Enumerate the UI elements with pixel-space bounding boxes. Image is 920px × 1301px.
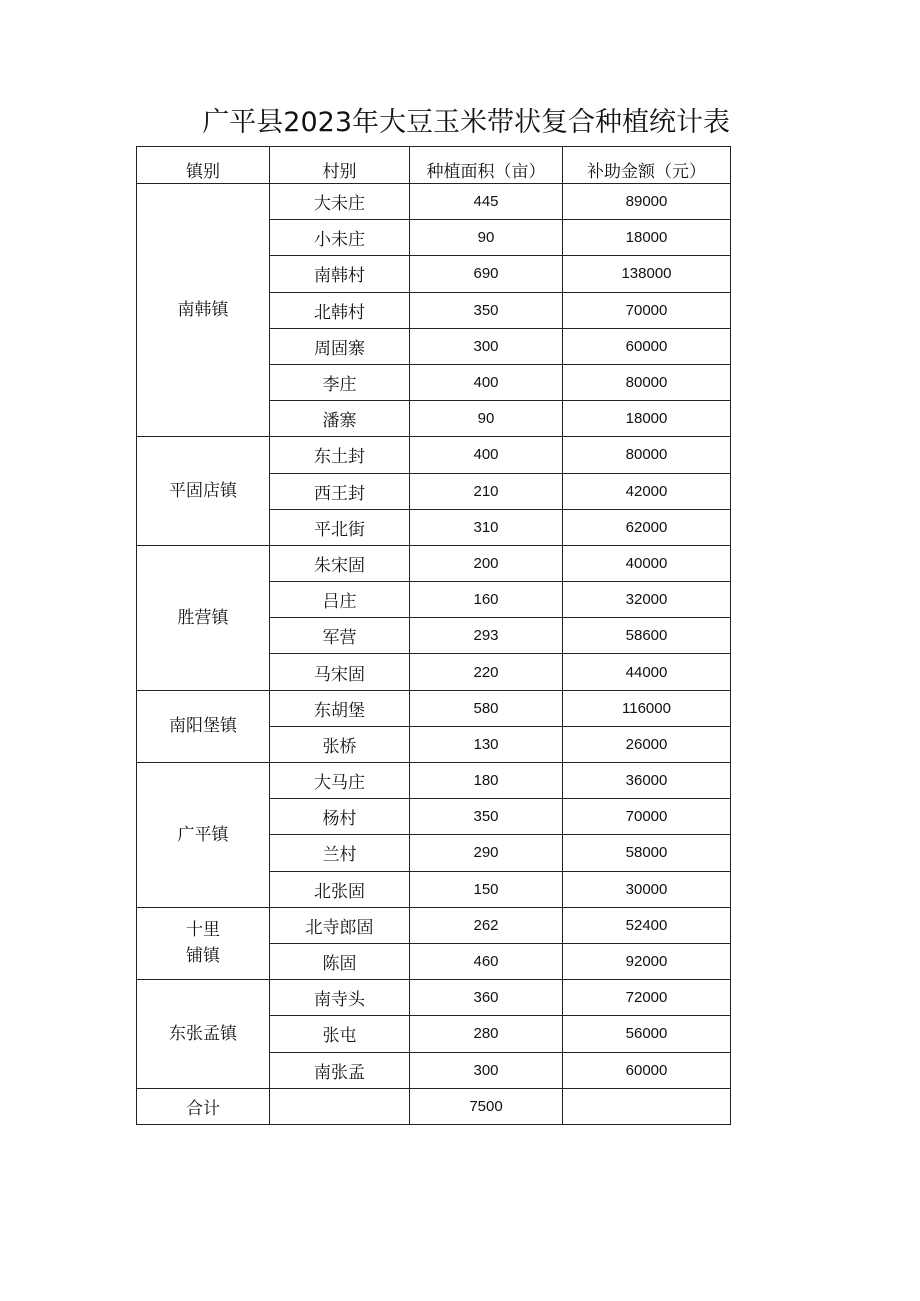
header-town: 镇别	[137, 147, 270, 184]
area-cell: 360	[410, 980, 563, 1016]
town-cell: 南韩镇	[137, 184, 270, 437]
total-village	[270, 1088, 410, 1124]
subsidy-cell: 58600	[563, 618, 731, 654]
header-area: 种植面积（亩）	[410, 147, 563, 184]
village-cell: 北张固	[270, 871, 410, 907]
area-cell: 290	[410, 835, 563, 871]
village-cell: 南韩村	[270, 256, 410, 292]
area-cell: 130	[410, 726, 563, 762]
table-row	[137, 184, 731, 220]
subsidy-cell: 80000	[563, 364, 731, 400]
table-row	[137, 690, 731, 726]
total-row	[137, 1088, 731, 1124]
town-cell	[137, 907, 270, 979]
village-cell: 潘寨	[270, 401, 410, 437]
subsidy-cell: 60000	[563, 1052, 731, 1088]
village-cell: 北寺郎固	[270, 907, 410, 943]
subsidy-cell: 52400	[563, 907, 731, 943]
town-cell: 胜营镇	[137, 545, 270, 690]
area-cell: 90	[410, 220, 563, 256]
subsidy-cell: 56000	[563, 1016, 731, 1052]
village-cell: 南寺头	[270, 980, 410, 1016]
town-cell: 广平镇	[137, 763, 270, 908]
area-cell: 180	[410, 763, 563, 799]
area-cell: 300	[410, 1052, 563, 1088]
town-cell-line: 十里	[186, 920, 220, 941]
village-cell: 西王封	[270, 473, 410, 509]
subsidy-cell: 70000	[563, 799, 731, 835]
village-cell: 杨村	[270, 799, 410, 835]
area-cell: 150	[410, 871, 563, 907]
header-subsidy: 补助金额（元）	[563, 147, 731, 184]
town-cell-line: 铺镇	[186, 946, 220, 967]
table-row	[137, 763, 731, 799]
village-cell: 东胡堡	[270, 690, 410, 726]
header-row	[137, 147, 731, 184]
area-cell: 400	[410, 437, 563, 473]
village-cell: 大未庄	[270, 184, 410, 220]
area-cell: 160	[410, 582, 563, 618]
area-cell: 90	[410, 401, 563, 437]
total-area: 7500	[410, 1088, 563, 1124]
area-cell: 445	[410, 184, 563, 220]
total-label: 合计	[137, 1088, 270, 1124]
subsidy-cell: 138000	[563, 256, 731, 292]
village-cell: 朱宋固	[270, 545, 410, 581]
village-cell: 张屯	[270, 1016, 410, 1052]
village-cell: 周固寨	[270, 328, 410, 364]
village-cell: 马宋固	[270, 654, 410, 690]
subsidy-cell: 58000	[563, 835, 731, 871]
village-cell: 北韩村	[270, 292, 410, 328]
subsidy-cell: 40000	[563, 545, 731, 581]
area-cell: 262	[410, 907, 563, 943]
subsidy-cell: 26000	[563, 726, 731, 762]
subsidy-cell: 72000	[563, 980, 731, 1016]
village-cell: 张桥	[270, 726, 410, 762]
village-cell: 大马庄	[270, 763, 410, 799]
village-cell: 陈固	[270, 943, 410, 979]
subsidy-cell: 18000	[563, 401, 731, 437]
area-cell: 280	[410, 1016, 563, 1052]
header-village: 村别	[270, 147, 410, 184]
total-subsidy	[563, 1088, 731, 1124]
village-cell: 东土封	[270, 437, 410, 473]
table-row	[137, 437, 731, 473]
table-row	[137, 545, 731, 581]
table-body	[137, 184, 731, 1089]
statistics-table	[136, 146, 731, 1125]
page-title: 广平县2023年大豆玉米带状复合种植统计表	[202, 107, 730, 138]
area-cell: 580	[410, 690, 563, 726]
subsidy-cell: 44000	[563, 654, 731, 690]
subsidy-cell: 30000	[563, 871, 731, 907]
area-cell: 220	[410, 654, 563, 690]
area-cell: 310	[410, 509, 563, 545]
town-cell: 平固店镇	[137, 437, 270, 546]
area-cell: 300	[410, 328, 563, 364]
area-cell: 200	[410, 545, 563, 581]
area-cell: 690	[410, 256, 563, 292]
village-cell: 兰村	[270, 835, 410, 871]
subsidy-cell: 80000	[563, 437, 731, 473]
subsidy-cell: 60000	[563, 328, 731, 364]
area-cell: 210	[410, 473, 563, 509]
area-cell: 400	[410, 364, 563, 400]
town-cell: 南阳堡镇	[137, 690, 270, 762]
subsidy-cell: 116000	[563, 690, 731, 726]
subsidy-cell: 62000	[563, 509, 731, 545]
village-cell: 军营	[270, 618, 410, 654]
village-cell: 吕庄	[270, 582, 410, 618]
subsidy-cell: 36000	[563, 763, 731, 799]
subsidy-cell: 42000	[563, 473, 731, 509]
village-cell: 平北街	[270, 509, 410, 545]
subsidy-cell: 89000	[563, 184, 731, 220]
area-cell: 350	[410, 292, 563, 328]
subsidy-cell: 70000	[563, 292, 731, 328]
subsidy-cell: 18000	[563, 220, 731, 256]
subsidy-cell: 92000	[563, 943, 731, 979]
area-cell: 350	[410, 799, 563, 835]
village-cell: 南张孟	[270, 1052, 410, 1088]
area-cell: 460	[410, 943, 563, 979]
town-cell: 东张孟镇	[137, 980, 270, 1089]
subsidy-cell: 32000	[563, 582, 731, 618]
area-cell: 293	[410, 618, 563, 654]
village-cell: 小未庄	[270, 220, 410, 256]
table-row	[137, 980, 731, 1016]
village-cell: 李庄	[270, 364, 410, 400]
table-row	[137, 907, 731, 943]
